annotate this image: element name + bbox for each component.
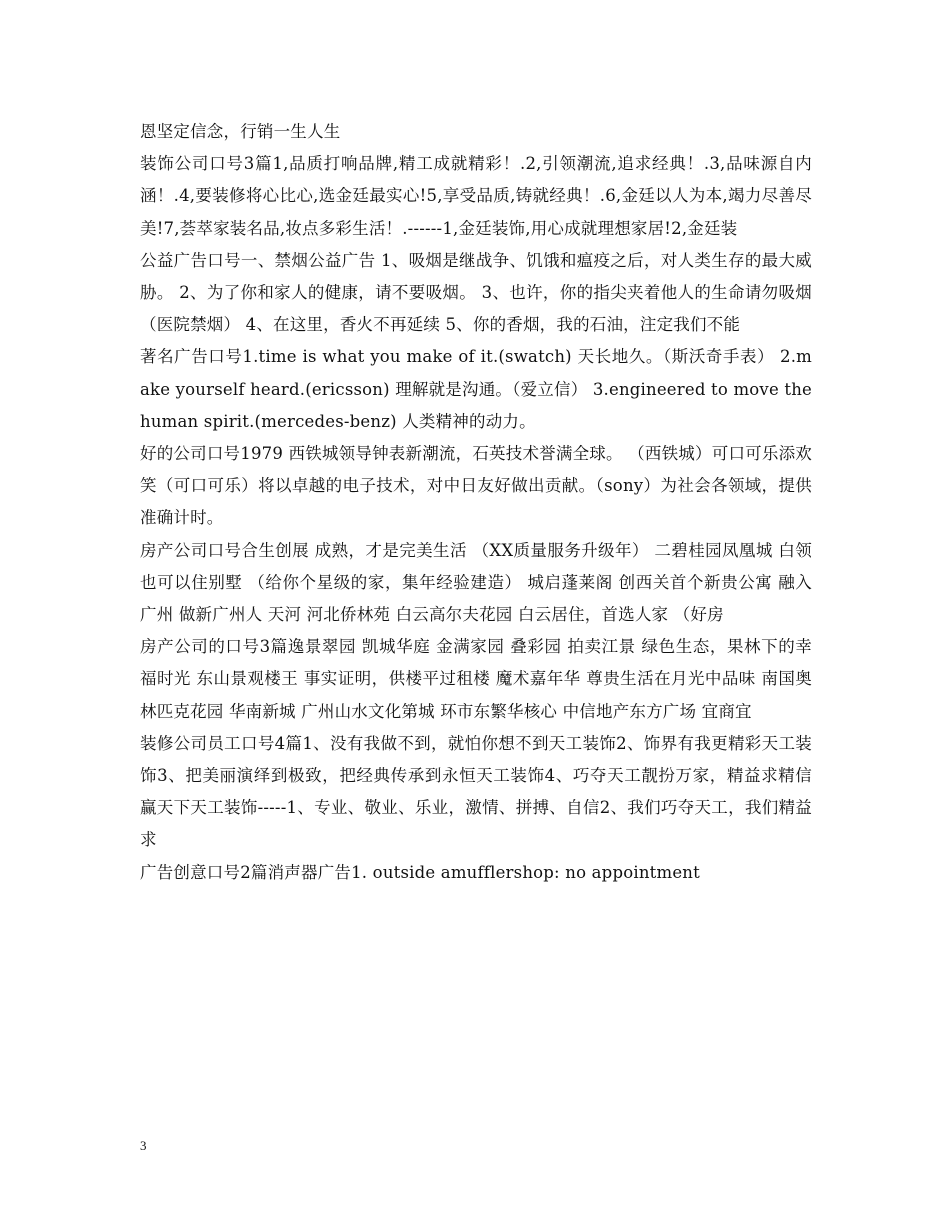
paragraph-6: 房产公司口号合生创展 成熟，才是完美生活 （XX质量服务升级年） 二碧桂园凤凰城 白领也可以住别墅 （给你个星级的家，集年经验建造） 城启蓬莱阁 创西关首个新贵公寓 融入广州 做新广州人 天河 河北侨林苑 白云高尔夫花园 白云居住，首选人家 （好房 bbox=[140, 540, 812, 625]
page-number: 3 bbox=[140, 1138, 147, 1153]
paragraph-2: 装饰公司口号3篇1,品质打响品牌,精工成就精彩！.2,引领潮流,追求经典！.3,品味源自内涵！.4,要装修将心比心,选金廷最实心!5,享受品质,铸就经典！.6,金廷以人为本,竭力尽善尽美!7,荟萃家装名品,妆点多彩生活！.------1,金廷装饰,用心成就理想家居!2,金廷装 bbox=[140, 154, 812, 238]
paragraph-8: 装修公司员工口号4篇1、没有我做不到，就怕你想不到天工装饰2、饰界有我更精彩天工装饰3、把美丽演绎到极致，把经典传承到永恒天工装饰4、巧夺天工靓扮万家，精益求精信赢天下天工装饰-----1、专业、敬业、乐业，激情、拼搏、自信2、我们巧夺天工，我们精益求 bbox=[140, 733, 812, 850]
paragraph-3: 公益广告口号一、禁烟公益广告 1、吸烟是继战争、饥饿和瘟疫之后，对人类生存的最大威胁。 2、为了你和家人的健康，请不要吸烟。 3、也许，你的指尖夹着他人的生命请勿吸烟（医院禁烟） 4、在这里，香火不再延续 5、你的香烟，我的石油，注定我们不能 bbox=[140, 250, 812, 335]
paragraph-1: 恩坚定信念，行销一生人生 bbox=[140, 122, 341, 141]
paragraph-7: 房产公司的口号3篇逸景翠园 凯城华庭 金满家园 叠彩园 拍卖江景 绿色生态，果林下的幸福时光 东山景观楼王 事实证明，供楼平过租楼 魔术嘉年华 尊贵生活在月光中品味 南国奥林匹克花园 华南新城 广州山水文化第城 环市东繁华核心 中信地产东方广场 宜商宜 bbox=[140, 637, 812, 721]
paragraph-4: 著名广告口号1.time is what you make of it.(swatch) 天长地久。（斯沃奇手表） 2.make yourself heard.(ericsson) 理解就是沟通。（爱立信） 3.engineered to move the human spirit.(mercedes-benz) 人类精神的动力。 bbox=[140, 347, 812, 431]
paragraph-9: 广告创意口号2篇消声器广告1. outside amufflershop: no appointment bbox=[140, 862, 700, 882]
document-body bbox=[140, 116, 812, 889]
paragraph-5: 好的公司口号1979 西铁城领导钟表新潮流，石英技术誉满全球。 （西铁城）可口可乐添欢笑（可口可乐）将以卓越的电子技术，对中日友好做出贡献。（sony）为社会各领域，提供准确计时。 bbox=[140, 444, 812, 528]
